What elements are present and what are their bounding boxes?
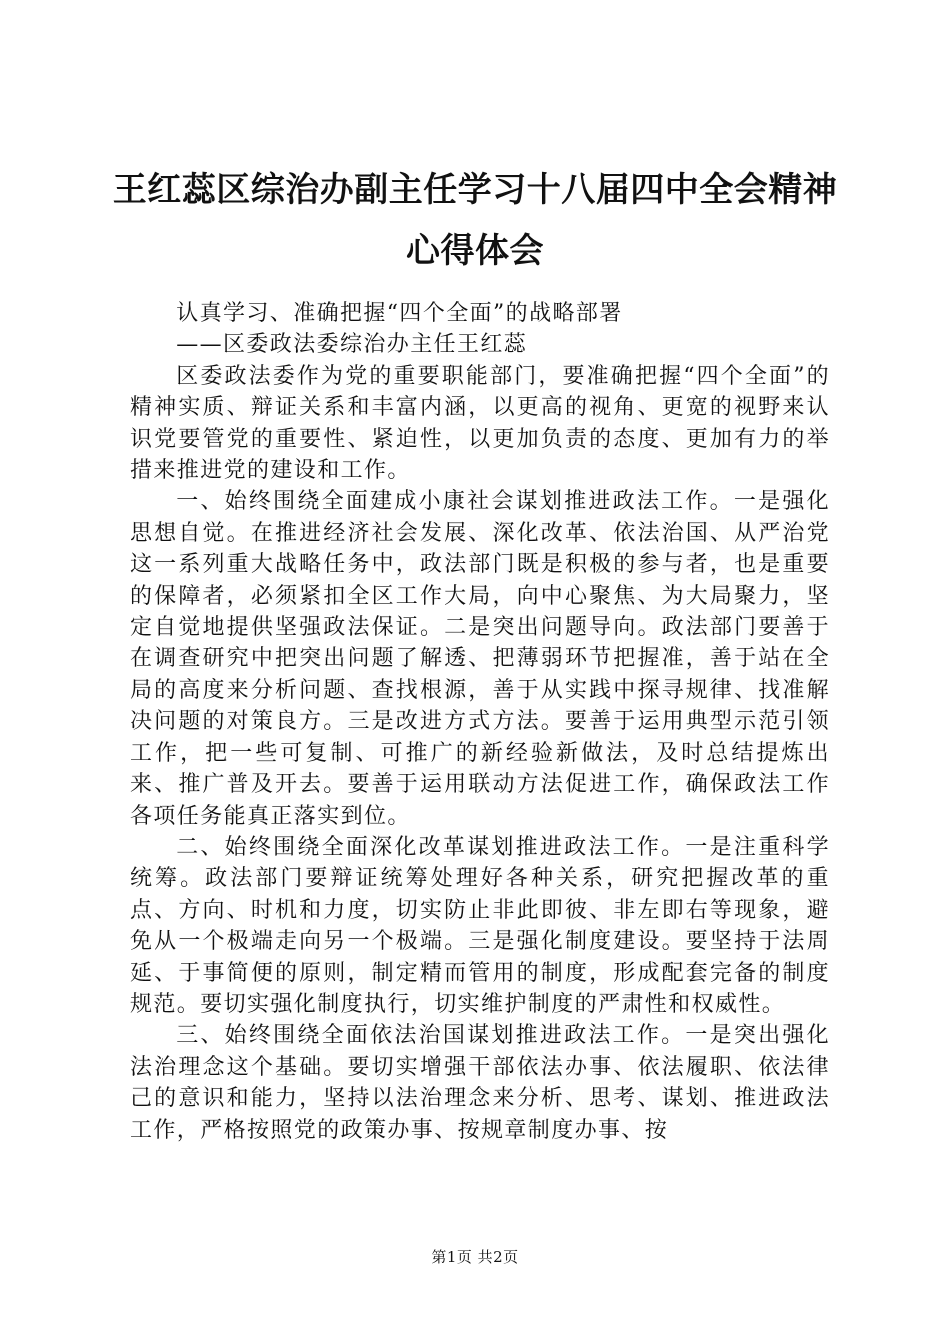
page-number-footer: 第1页 共2页 xyxy=(431,1248,519,1266)
paragraph-intro: 区委政法委作为党的重要职能部门，要准确把握“四个全面”的精神实质、辩证关系和丰富内涵，以更高的视角、更宽的视野来认识党要管党的重要性、紧迫性，以更加负责的态度、更加有力的举措来推进党的建设和工作。 xyxy=(130,363,830,484)
document-title: 王红蕊区综治办副主任学习十八届四中全会精神心得体会 xyxy=(112,170,838,271)
document-body xyxy=(130,298,830,1146)
paragraph-section-3: 三、始终围绕全面依法治国谋划推进政法工作。一是突出强化法治理念这个基础。要切实增强干部依法办事、依法履职、依法律己的意识和能力，坚持以法治理念来分析、思考、谋划、推进政法工作，严格按照党的政策办事、按规章制度办事、按 xyxy=(130,1023,830,1143)
subtitle-author-line: ——区委政法委综治办主任王红蕊 xyxy=(176,332,528,358)
paragraph-section-1: 一、始终围绕全面建成小康社会谋划推进政法工作。一是强化思想自觉。在推进经济社会发展、深化改革、依法治国、从严治党这一系列重大战略任务中，政法部门既是积极的参与者，也是重要的保障者，必须紧扣全区工作大局，向中心聚焦、为大局聚力，坚定自觉地提供坚强政法保证。二是突出问题导向。政法部门要善于在调查研究中把突出问题了解透、把薄弱环节把握准，善于站在全局的高度来分析问题、查找根源，善于从实践中探寻规律、找准解决问题的对策良方。三是改进方式方法。要善于运用典型示范引领工作，把一些可复制、可推广的新经验新做法，及时总结提炼出来、推广普及开去。要善于运用联动方法促进工作，确保政法工作各项任务能真正落实到位。 xyxy=(130,489,830,829)
subtitle-line: 认真学习、准确把握“四个全面”的战略部署 xyxy=(176,301,623,326)
paragraph-section-2: 二、始终围绕全面深化改革谋划推进政法工作。一是注重科学统筹。政法部门要辩证统筹处理好各种关系，研究把握改革的重点、方向、时机和力度，切实防止非此即彼、非左即右等现象，避免从一个极端走向另一个极端。三是强化制度建设。要坚持于法周延、于事简便的原则，制定精而管用的制度，形成配套完备的制度规范。要切实强化制度执行，切实维护制度的严肃性和权威性。 xyxy=(130,834,830,1017)
